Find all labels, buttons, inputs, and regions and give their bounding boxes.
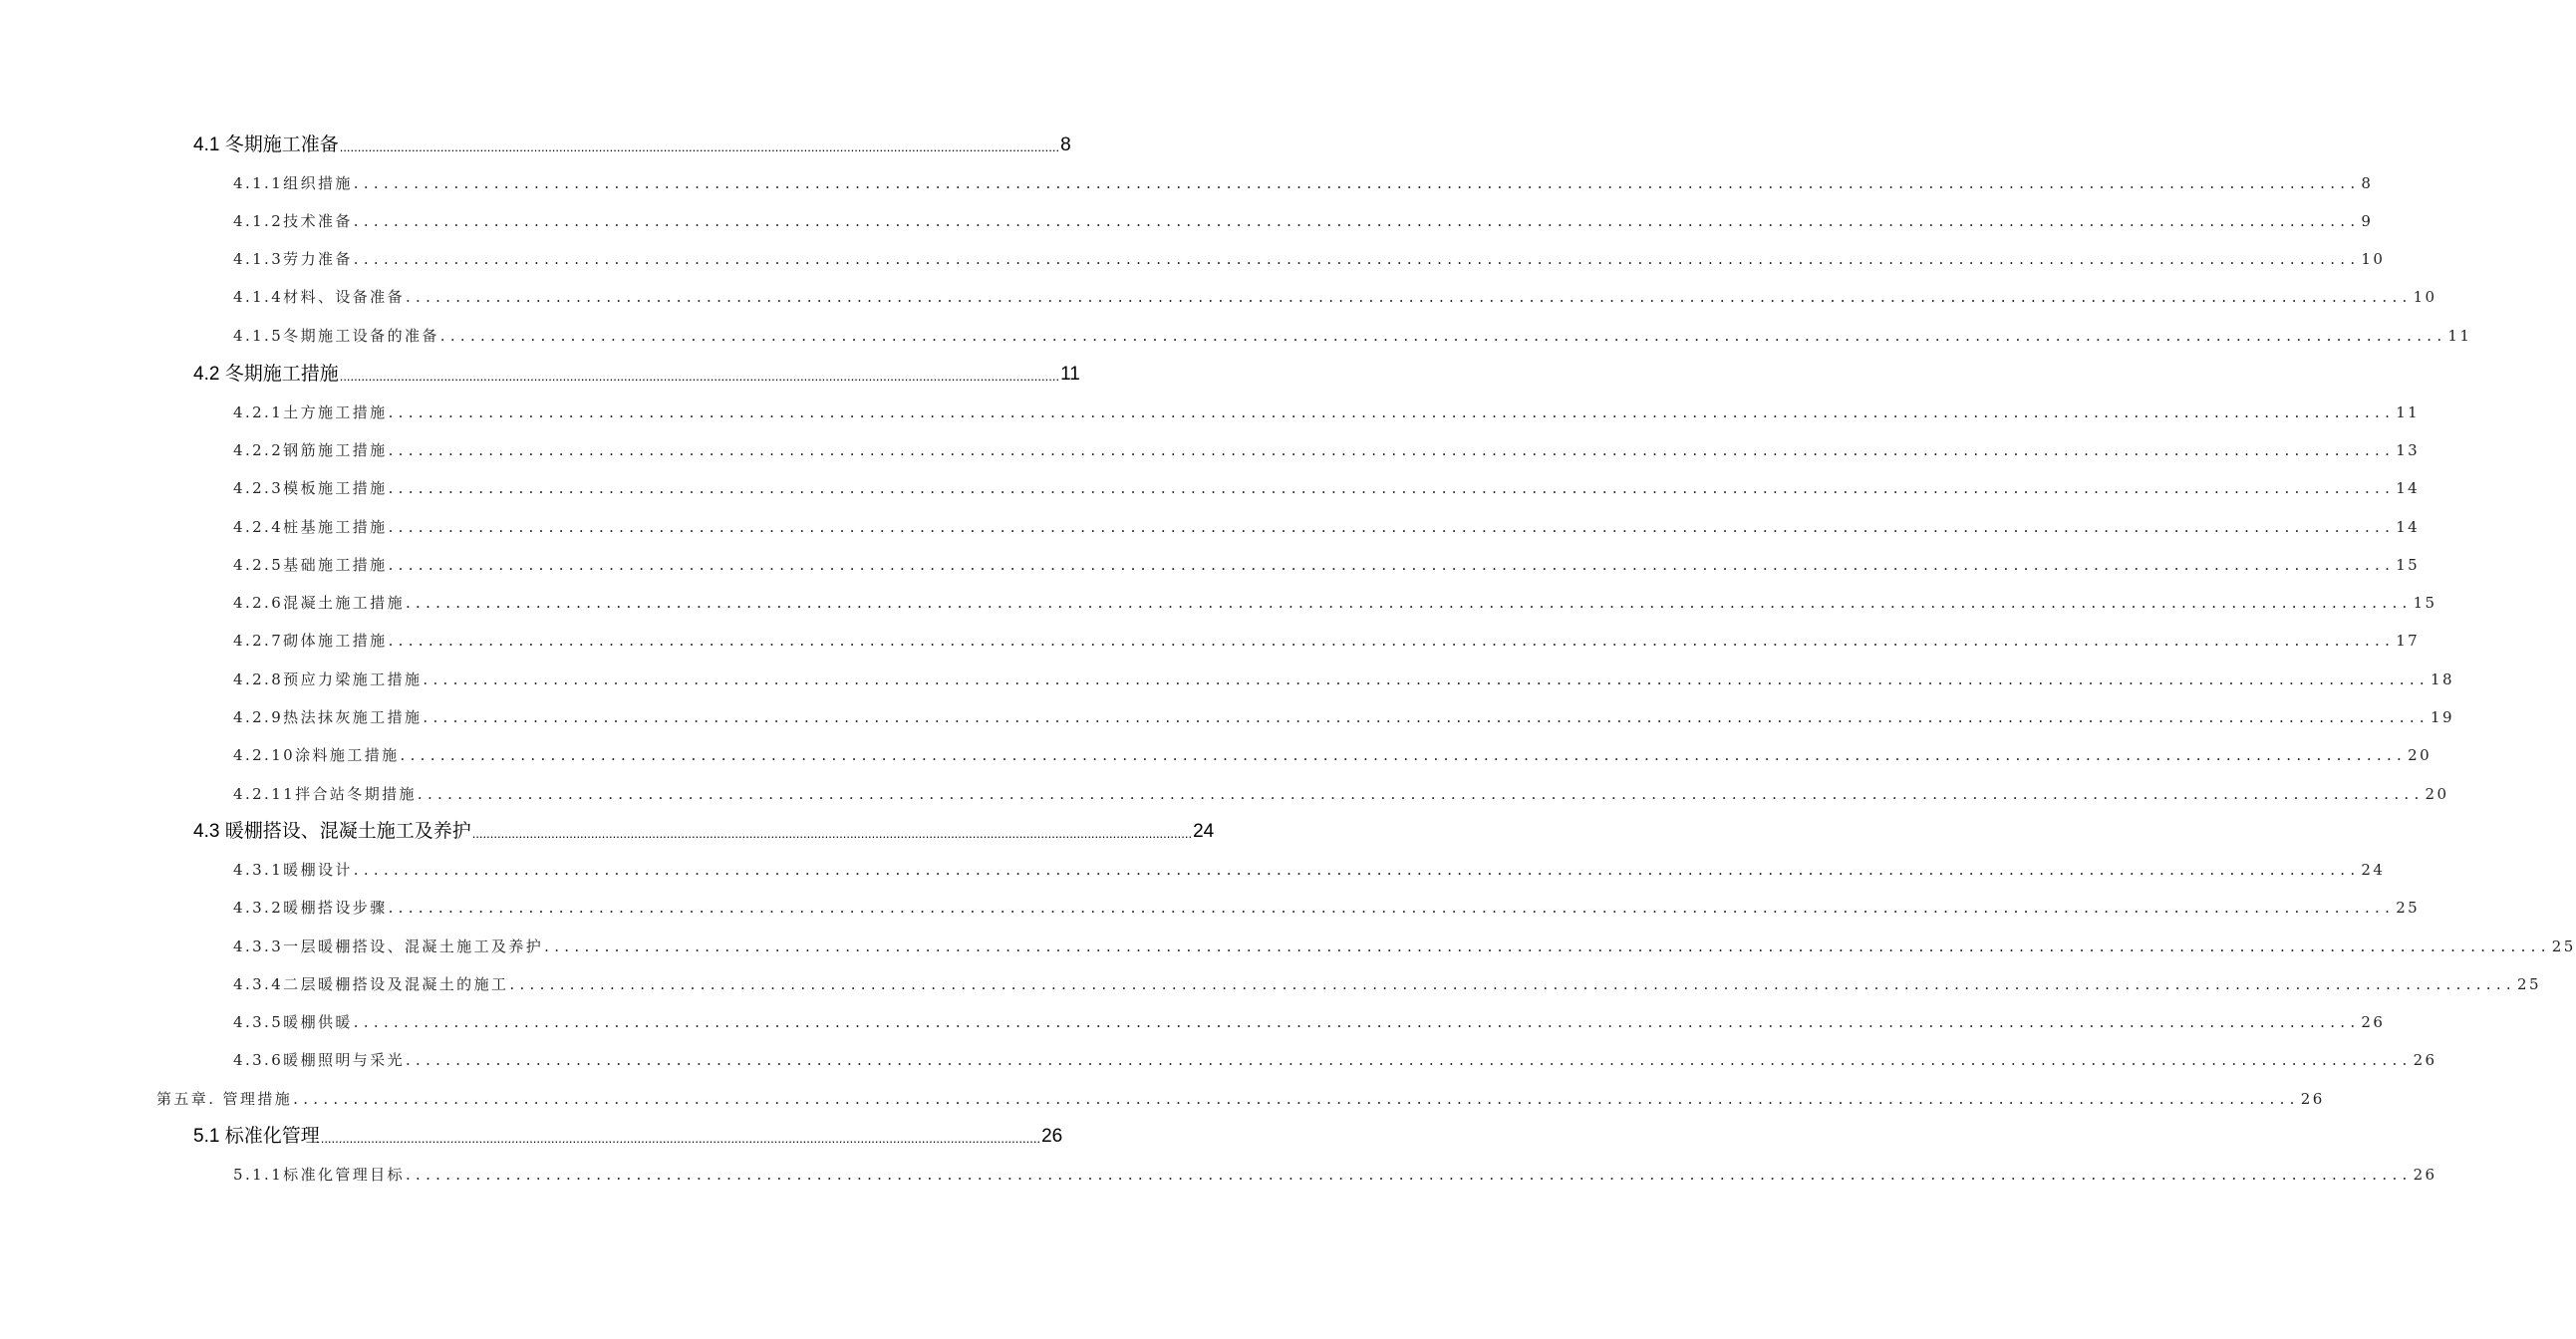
toc-page-number: 26 [2413, 1051, 2437, 1069]
toc-entry-label: 5.1.1标准化管理目标 [233, 1166, 405, 1184]
dot-leader: ........................................................................................................................................................................................................ [405, 288, 2413, 306]
toc-entry-label: 4.2.7砌体施工措施 [233, 632, 388, 650]
toc-entry-label: 第五章. 管理措施 [156, 1090, 293, 1108]
toc-entry[interactable] [156, 1089, 2325, 1109]
toc-entry-label: 4.1.5冬期施工设备的准备 [233, 327, 439, 345]
toc-entry[interactable] [193, 1125, 1063, 1149]
toc-page-number: 17 [2396, 632, 2421, 650]
dot-leader: ........................................................................................................................................................................................................ [293, 1090, 2300, 1108]
dot-leader: ........................................................................................................................................................................................................ [544, 937, 2551, 955]
dot-leader: ........................................................................................................................................................................................................ [388, 479, 2396, 497]
toc-entry[interactable] [233, 745, 2433, 765]
toc-entry-label: 4.2.1土方施工措施 [233, 403, 388, 421]
dot-leader: ........................................................................................................................................................................................................ [353, 212, 2361, 230]
toc-entry-label: 4.1 冬期施工准备 [193, 134, 339, 155]
toc-entry[interactable] [233, 631, 2421, 651]
toc-entry-label: 4.1.4材料、设备准备 [233, 288, 405, 306]
toc-entry[interactable] [233, 173, 2374, 193]
toc-entry[interactable] [193, 820, 1215, 844]
dot-leader: ........................................................................................................................................................................................................ [423, 708, 2430, 726]
toc-entry-label: 4.2.11拌合站冬期措施 [233, 785, 417, 803]
toc-page-number: 10 [2361, 250, 2386, 268]
toc-page-number: 24 [1193, 821, 1215, 842]
dot-leader: ........................................................................................................................................................................................................ [388, 556, 2396, 574]
toc-entry[interactable] [233, 707, 2454, 727]
dot-leader: ........................................................................................................................................................................................................ [388, 632, 2396, 650]
dot-leader: ........................................................................................................................................................................................................ [353, 861, 2361, 879]
toc-entry-label: 4.3.6暖棚照明与采光 [233, 1051, 405, 1069]
dot-leader: ........................................................................................................................................................................................................ [339, 369, 1060, 384]
toc-entry[interactable] [233, 517, 2421, 537]
toc-page-number: 11 [1060, 364, 1080, 385]
toc-entry-label: 4.2.6混凝土施工措施 [233, 594, 405, 612]
toc-entry-label: 4.2 冬期施工措施 [193, 364, 339, 385]
toc-entry-label: 4.2.5基础施工措施 [233, 556, 388, 574]
toc-entry[interactable] [233, 440, 2421, 460]
toc-entry[interactable] [233, 937, 2576, 956]
toc-page-number: 26 [1041, 1126, 1063, 1147]
dot-leader: ........................................................................................................................................................................................................ [439, 327, 2447, 345]
toc-page-number: 13 [2396, 441, 2421, 459]
toc-entry-label: 4.3 暖棚搭设、混凝土施工及养护 [193, 821, 471, 842]
toc-entry[interactable] [233, 1050, 2437, 1070]
toc-page-number: 26 [2413, 1166, 2437, 1184]
toc-entry-label: 4.3.2暖棚搭设步骤 [233, 899, 388, 917]
toc-entry-label: 4.3.1暖棚设计 [233, 861, 353, 879]
toc-page-number: 9 [2361, 212, 2374, 230]
toc-entry[interactable] [233, 1165, 2437, 1185]
toc-page-number: 18 [2431, 670, 2454, 688]
toc-entry[interactable] [233, 555, 2421, 575]
toc-entry[interactable] [233, 211, 2374, 231]
dot-leader: ........................................................................................................................................................................................................ [353, 250, 2361, 268]
toc-entry[interactable] [233, 1012, 2386, 1032]
toc-page-number: 11 [2447, 327, 2472, 345]
dot-leader: ........................................................................................................................................................................................................ [405, 1166, 2413, 1184]
dot-leader: ........................................................................................................................................................................................................ [405, 594, 2413, 612]
toc-entry[interactable] [233, 898, 2421, 918]
toc-entry[interactable] [233, 402, 2421, 422]
dot-leader: ........................................................................................................................................................................................................ [353, 1013, 2361, 1031]
dot-leader: ........................................................................................................................................................................................................ [400, 746, 2408, 764]
toc-entry[interactable] [233, 478, 2421, 498]
toc-entry-label: 4.1.1组织措施 [233, 174, 353, 192]
dot-leader: ........................................................................................................................................................................................................ [388, 899, 2396, 917]
toc-page-number: 11 [2396, 403, 2421, 421]
toc-entry-label: 4.2.3模板施工措施 [233, 479, 388, 497]
toc-page-number: 25 [2551, 937, 2576, 955]
toc-entry-label: 4.2.8预应力梁施工措施 [233, 670, 423, 688]
toc-entry[interactable] [233, 593, 2437, 613]
dot-leader: ........................................................................................................................................................................................................ [509, 975, 2516, 993]
toc-entry-label: 4.3.5暖棚供暖 [233, 1013, 353, 1031]
toc-page-number: 14 [2396, 518, 2421, 536]
toc-entry-label: 4.2.4桩基施工措施 [233, 518, 388, 536]
toc-page-number: 10 [2413, 288, 2437, 306]
toc-page-number: 20 [2425, 785, 2449, 803]
toc-page-number: 25 [2396, 899, 2421, 917]
toc-page-number: 26 [2361, 1013, 2386, 1031]
toc-entry[interactable] [233, 326, 2472, 346]
toc-page-number: 26 [2300, 1090, 2325, 1108]
dot-leader: ........................................................................................................................................................................................................ [388, 518, 2396, 536]
toc-entry-label: 4.2.2钢筋施工措施 [233, 441, 388, 459]
toc-entry[interactable] [233, 670, 2454, 689]
toc-entry-label: 4.2.9热法抹灰施工措施 [233, 708, 423, 726]
toc-page-number: 19 [2431, 708, 2454, 726]
toc-page-number: 20 [2408, 746, 2433, 764]
toc-entry[interactable] [193, 134, 1071, 157]
toc-page-number: 8 [1060, 134, 1071, 155]
dot-leader: ........................................................................................................................................................................................................ [339, 139, 1060, 154]
toc-entry-label: 4.3.4二层暖棚搭设及混凝土的施工 [233, 975, 509, 993]
dot-leader: ........................................................................................................................................................................................................ [405, 1051, 2413, 1069]
toc-page-number: 15 [2413, 594, 2437, 612]
dot-leader: ........................................................................................................................................................................................................ [417, 785, 2425, 803]
toc-page-number: 14 [2396, 479, 2421, 497]
toc-entry[interactable] [233, 784, 2449, 804]
toc-entry-label: 4.1.3劳力准备 [233, 250, 353, 268]
toc-entry-label: 4.2.10涂料施工措施 [233, 746, 400, 764]
toc-entry[interactable] [193, 363, 1080, 387]
toc-entry-label: 4.3.3一层暖棚搭设、混凝土施工及养护 [233, 937, 544, 955]
toc-page-number: 25 [2517, 975, 2541, 993]
dot-leader: ........................................................................................................................................................................................................ [471, 826, 1193, 841]
dot-leader: ........................................................................................................................................................................................................ [388, 403, 2396, 421]
toc-page-number: 15 [2396, 556, 2421, 574]
toc-entry[interactable] [233, 860, 2386, 880]
toc-entry-label: 5.1 标准化管理 [193, 1126, 320, 1147]
dot-leader: ........................................................................................................................................................................................................ [353, 174, 2361, 192]
toc-page-number: 8 [2361, 174, 2374, 192]
dot-leader: ........................................................................................................................................................................................................ [388, 441, 2396, 459]
toc-page-number: 24 [2361, 861, 2386, 879]
toc-entry[interactable] [233, 287, 2437, 307]
dot-leader: ........................................................................................................................................................................................................ [320, 1131, 1041, 1146]
toc-entry-label: 4.1.2技术准备 [233, 212, 353, 230]
dot-leader: ........................................................................................................................................................................................................ [423, 670, 2430, 688]
toc-entry[interactable] [233, 974, 2541, 994]
toc-entry[interactable] [233, 249, 2386, 269]
